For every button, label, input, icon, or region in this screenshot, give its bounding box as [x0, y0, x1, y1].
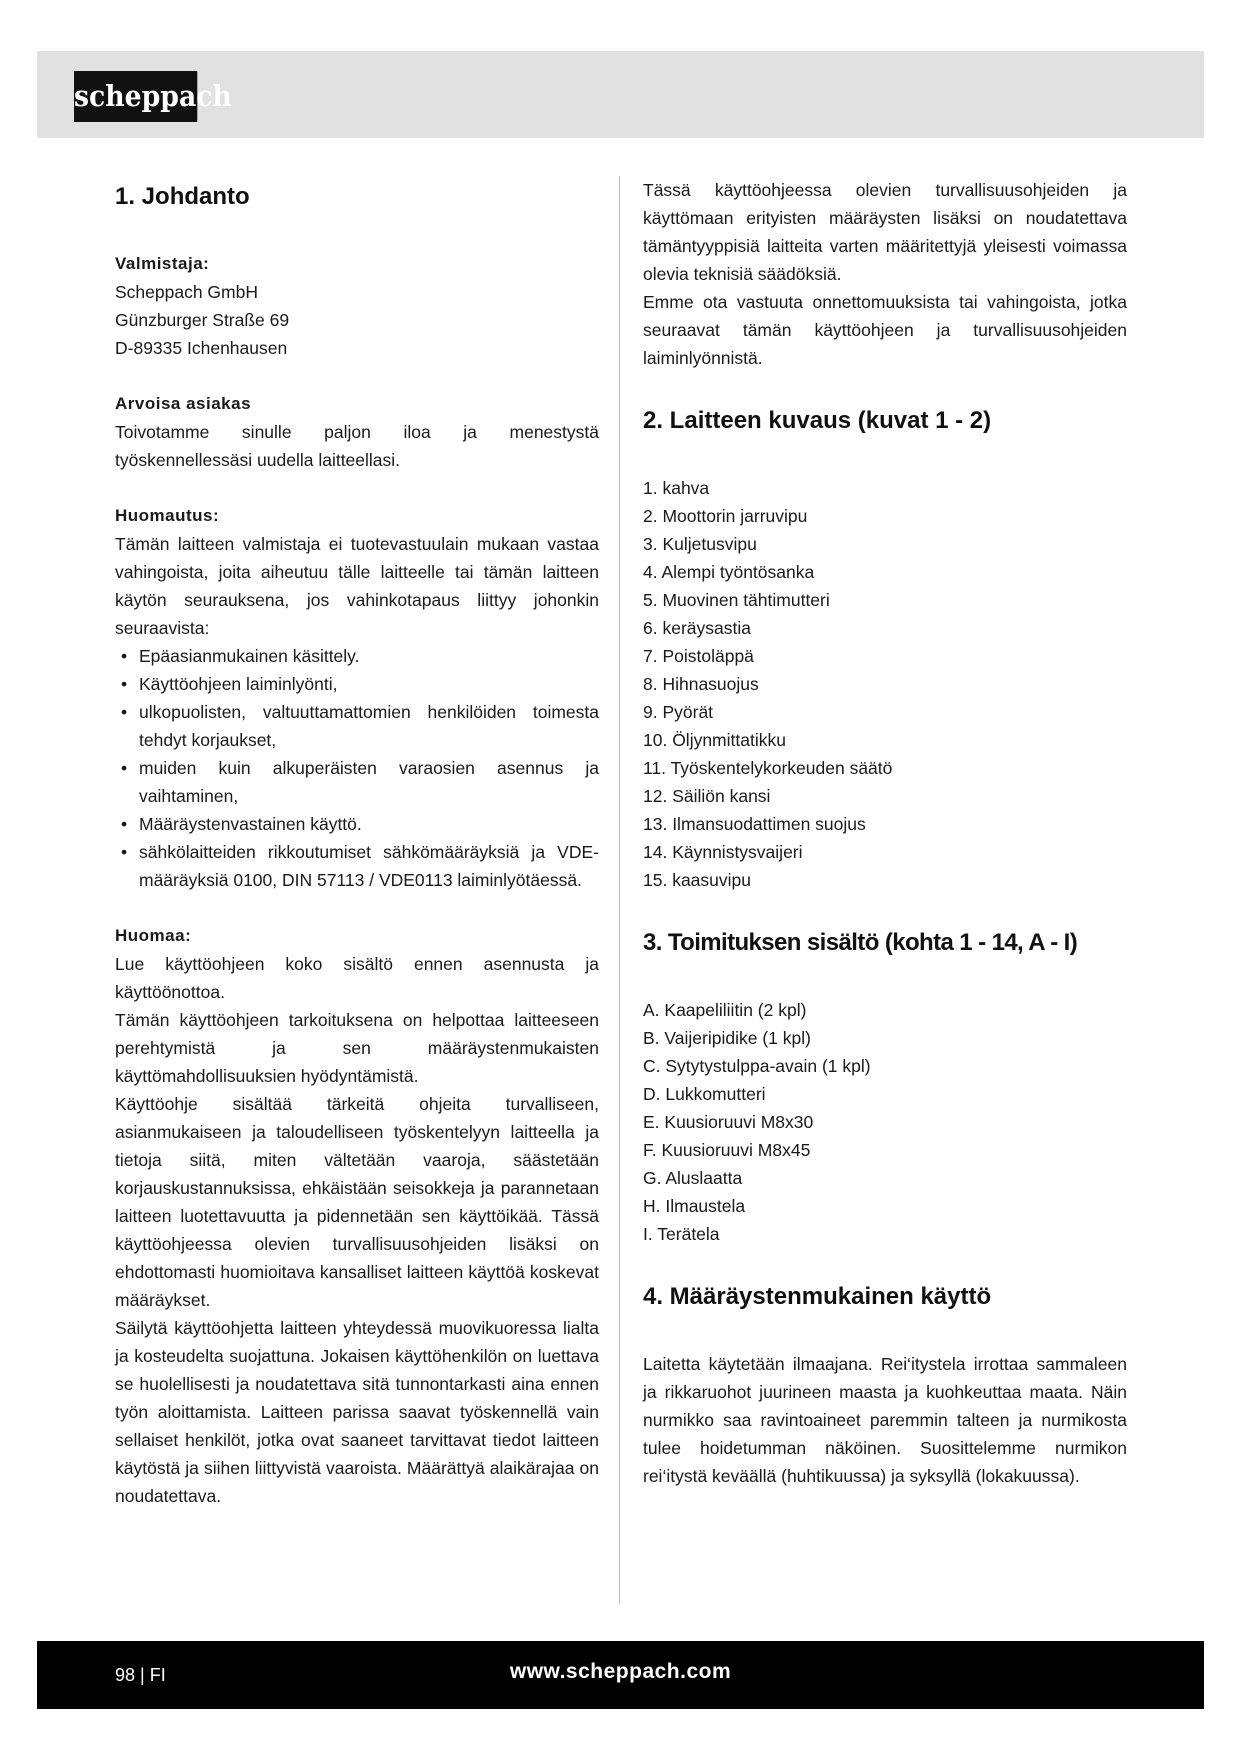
left-column — [115, 176, 599, 1510]
part-item: 13. Ilmansuodattimen suojus — [643, 814, 866, 834]
intro-paragraph: Emme ota vastuuta onnettomuuksista tai vahingoista, jotka seuraavat tämän käyttöohjeen ja turvallisuusohjeiden laiminlyönnistä. — [643, 292, 1127, 368]
intro-block — [643, 176, 1127, 372]
manufacturer-label: Valmistaja: — [115, 254, 210, 273]
part-item: 7. Poistoläppä — [643, 646, 754, 666]
attention-block — [115, 922, 599, 1510]
scheppach-logo: scheppach — [74, 71, 197, 122]
delivery-item: H. Ilmaustela — [643, 1196, 746, 1216]
manufacturer-block — [115, 250, 599, 362]
part-item: 3. Kuljetusvipu — [643, 534, 757, 554]
attention-paragraph: Lue käyttöohjeen koko sisältö ennen asennusta ja käyttöönottoa. — [115, 954, 599, 1002]
attention-paragraph: Tämän käyttöohjeen tarkoituksena on helpottaa laitteeseen perehtymistä ja sen määräystenmukaisten käyttömahdollisuuksien hyödyntämistä. — [115, 1010, 599, 1086]
delivery-item: G. Aluslaatta — [643, 1168, 743, 1188]
right-column — [643, 176, 1127, 1490]
intro-paragraph: Tässä käyttöohjeessa olevien turvallisuusohjeiden ja käyttömaan erityisten määräysten lisäksi on noudatettava tämäntyyppisiä laitteita varten määritettyjä yleisesti voimassa olevia teknisiä säädöksiä. — [643, 180, 1127, 284]
website-link[interactable]: www.scheppach.com — [509, 1660, 732, 1683]
note-label: Huomautus: — [115, 506, 220, 525]
part-item: 10. Öljynmittatikku — [643, 730, 786, 750]
bullet-item: • Käyttöohjeen laiminlyönti, — [115, 670, 599, 698]
attention-label: Huomaa: — [115, 926, 192, 945]
delivery-item: A. Kaapeliliitin (2 kpl) — [643, 1000, 807, 1020]
dear-customer-text: Toivotamme sinulle paljon iloa ja menestystä työskennellessäsi uudella laitteellasi. — [115, 422, 599, 470]
note-bullet-list — [115, 642, 599, 894]
part-item: 5. Muovinen tähtimutteri — [643, 590, 830, 610]
part-item: 14. Käynnistysvaijeri — [643, 842, 803, 862]
section-4-text: Laitetta käytetään ilmaajana. Rei‘itystela irrottaa sammaleen ja rikkaruohot juurineen maasta ja kuohkeuttaa maata. Näin nurmikko saa ravintoaineet paremmin talteen ja nurmikosta tulee hoidetumman näköinen. Suosittelemme nurmikon rei‘itystä keväällä (huhtikuussa) ja syksyllä (lokakuussa). — [643, 1354, 1127, 1486]
note-block — [115, 502, 599, 894]
bullet-item: • muiden kuin alkuperäisten varaosien asennus ja vaihtaminen, — [115, 754, 599, 810]
part-item: 1. kahva — [643, 478, 710, 498]
section-4-title: 4. Määräystenmukainen käyttö — [643, 1283, 992, 1310]
delivery-item: F. Kuusioruuvi M8x45 — [643, 1140, 811, 1160]
page-header — [37, 51, 1204, 138]
part-item: 6. keräysastia — [643, 618, 751, 638]
part-item: 12. Säiliön kansi — [643, 786, 771, 806]
bullet-item: • Epäasianmukainen käsittely. — [115, 642, 599, 670]
attention-paragraph: Käyttöohje sisältää tärkeitä ohjeita turvalliseen, asianmukaiseen ja taloudelliseen työskentelyyn laitteella ja tietoja siitä, miten vältetään vaaroja, säästetään korjauskustannuksissa, ehkäistään seisokkeja ja parannetaan laitteen luotettavuutta ja pidennetään sen käyttöikää. Tässä käyttöohjeessa olevien turvallisuusohjeiden lisäksi on ehdottomasti huomioitava kansalliset laitteen käyttöä koskevat määräykset. — [115, 1094, 599, 1310]
part-item: 11. Työskentelykorkeuden säätö — [643, 758, 893, 778]
section-3-title: 3. Toimituksen sisältö (kohta 1 - 14, A - I) — [643, 929, 1078, 956]
part-item: 9. Pyörät — [643, 702, 714, 722]
dear-customer-block — [115, 390, 599, 474]
page-number: 98 | FI — [115, 1665, 166, 1685]
delivery-item: E. Kuusioruuvi M8x30 — [643, 1112, 814, 1132]
parts-list — [643, 474, 1127, 894]
section-2-title: 2. Laitteen kuvaus (kuvat 1 - 2) — [643, 407, 992, 434]
page-footer — [37, 1641, 1204, 1709]
part-item: 15. kaasuvipu — [643, 870, 751, 890]
manufacturer-line: Scheppach GmbH — [115, 282, 258, 302]
delivery-item: B. Vaijeripidike (1 kpl) — [643, 1028, 811, 1048]
manufacturer-line: D-89335 Ichenhausen — [115, 338, 288, 358]
note-text: Tämän laitteen valmistaja ei tuotevastuulain mukaan vastaa vahingoista, joita aiheutuu tälle laitteelle tai tämän laitteen käytön seurauksena, jos vahinkotapaus liittyy johonkin seuraavista: — [115, 534, 599, 638]
section-1-title: 1. Johdanto — [115, 183, 250, 210]
attention-paragraph: Säilytä käyttöohjetta laitteen yhteydessä muovikuoressa lialta ja kosteudelta suojattuna. Jokaisen käyttöhenkilön on luettava se huolellisesti ja noudatettava sitä tunnontarkasti aina ennen työn aloittamista. Laitteen parissa saavat työskennellä vain sellaiset henkilöt, jotka ovat saaneet tarvittavat tiedot laitteen käytöstä ja siihen liittyvistä vaaroista. Määrättyä alaikärajaa on noudatettava. — [115, 1318, 599, 1506]
dear-customer-label: Arvoisa asiakas — [115, 394, 252, 413]
delivery-item: I. Terätela — [643, 1224, 720, 1244]
column-divider — [619, 176, 620, 1604]
bullet-item: • sähkölaitteiden rikkoutumiset sähkömääräyksiä ja VDE-määräyksiä 0100, DIN 57113 / VDE0113 laiminlyötäessä. — [115, 838, 599, 894]
bullet-item: • ulkopuolisten, valtuuttamattomien henkilöiden toimesta tehdyt korjaukset, — [115, 698, 599, 754]
part-item: 8. Hihnasuojus — [643, 674, 759, 694]
bullet-item: • Määräystenvastainen käyttö. — [115, 810, 599, 838]
delivery-item: C. Sytytystulppa-avain (1 kpl) — [643, 1056, 871, 1076]
part-item: 2. Moottorin jarruvipu — [643, 506, 808, 526]
delivery-list — [643, 996, 1127, 1248]
delivery-item: D. Lukkomutteri — [643, 1084, 766, 1104]
manufacturer-line: Günzburger Straße 69 — [115, 310, 290, 330]
part-item: 4. Alempi työntösanka — [643, 562, 815, 582]
